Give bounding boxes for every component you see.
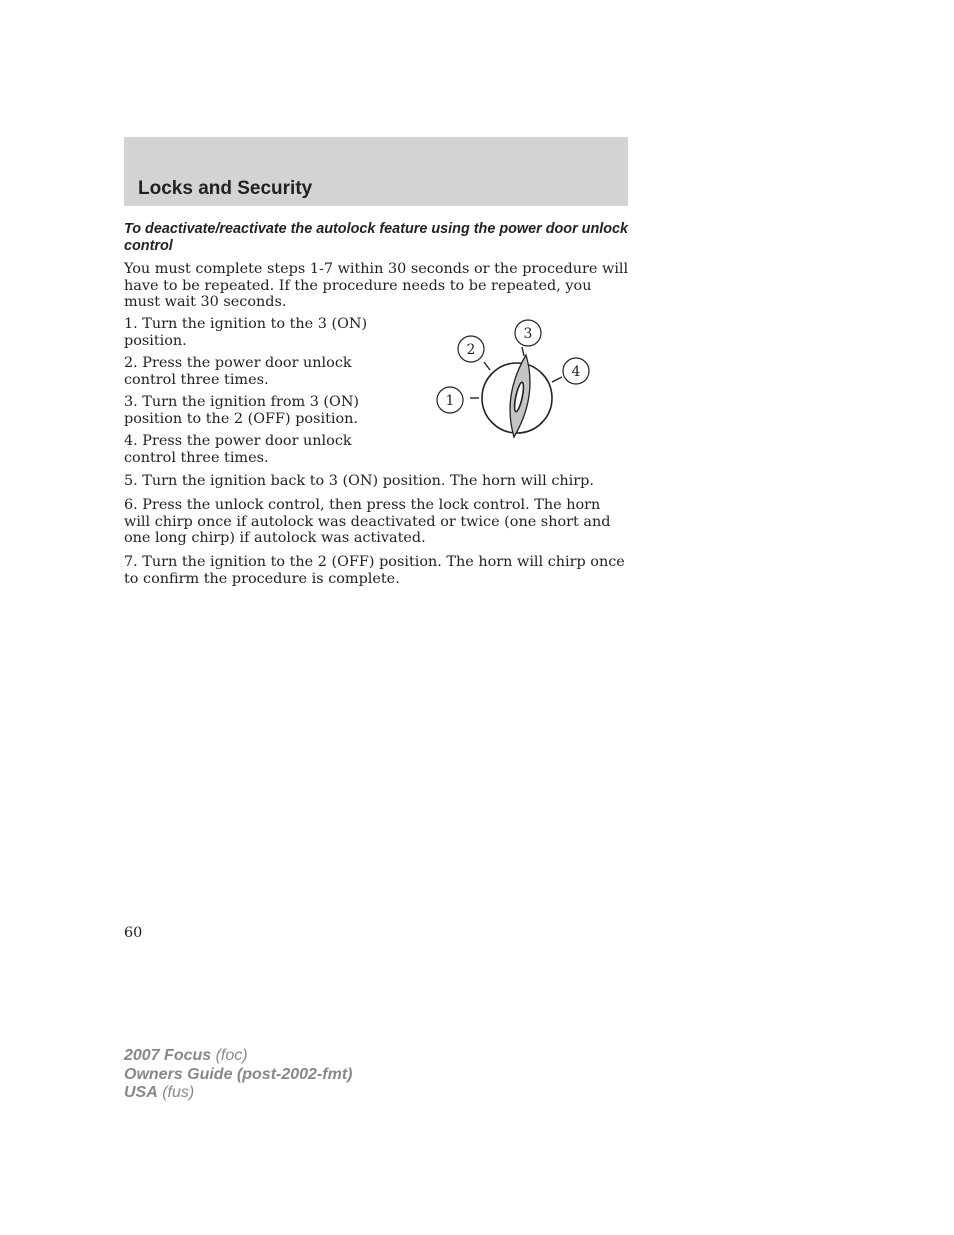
- position-label-3: [515, 320, 541, 346]
- step-3: 3. Turn the ignition from 3 (ON) position to the 2 (OFF) position.: [124, 394, 360, 427]
- svg-text:3: 3: [523, 326, 533, 342]
- footer: [124, 1047, 352, 1103]
- footer-line-1: [124, 1047, 352, 1066]
- step-6: 6. Press the unlock control, then press the lock control. The horn will chirp once if autolock was deactivated or twice (one short and one long chirp) if autolock was activated.: [124, 497, 611, 547]
- footer-guide: Owners Guide (post-2002-fmt): [124, 1065, 353, 1083]
- section-header: [124, 137, 628, 206]
- footer-model-code: (foc): [211, 1047, 248, 1064]
- page-number: 60: [124, 925, 143, 941]
- footer-market-code: (fus): [157, 1084, 195, 1101]
- footer-model: 2007 Focus: [124, 1047, 212, 1064]
- step-2: 2. Press the power door unlock control three times.: [124, 355, 352, 388]
- ignition-key-icon: [470, 347, 562, 437]
- footer-line-3: [124, 1084, 352, 1103]
- position-label-4: [563, 358, 589, 384]
- svg-text:1: 1: [445, 393, 455, 409]
- position-label-2: [458, 336, 484, 362]
- position-label-1: [437, 387, 463, 413]
- section-title: Locks and Security: [138, 178, 313, 199]
- step-1: 1. Turn the ignition to the 3 (ON) position.: [124, 316, 368, 349]
- ignition-diagram: [430, 318, 600, 442]
- subheading: To deactivate/reactivate the autolock feature using the power door unlock control: [124, 221, 629, 254]
- step-7: 7. Turn the ignition to the 2 (OFF) position. The horn will chirp once to confirm the procedure is complete.: [124, 554, 625, 587]
- step-4: 4. Press the power door unlock control three times.: [124, 433, 352, 466]
- intro-paragraph: You must complete steps 1-7 within 30 seconds or the procedure will have to be repeated. If the procedure needs to be repeated, you must wait 30 seconds.: [124, 261, 629, 311]
- step-5: 5. Turn the ignition back to 3 (ON) position. The horn will chirp.: [124, 473, 594, 489]
- footer-market: USA: [124, 1084, 158, 1101]
- svg-text:2: 2: [466, 342, 476, 358]
- svg-text:4: 4: [571, 364, 581, 380]
- footer-line-2: [124, 1066, 352, 1085]
